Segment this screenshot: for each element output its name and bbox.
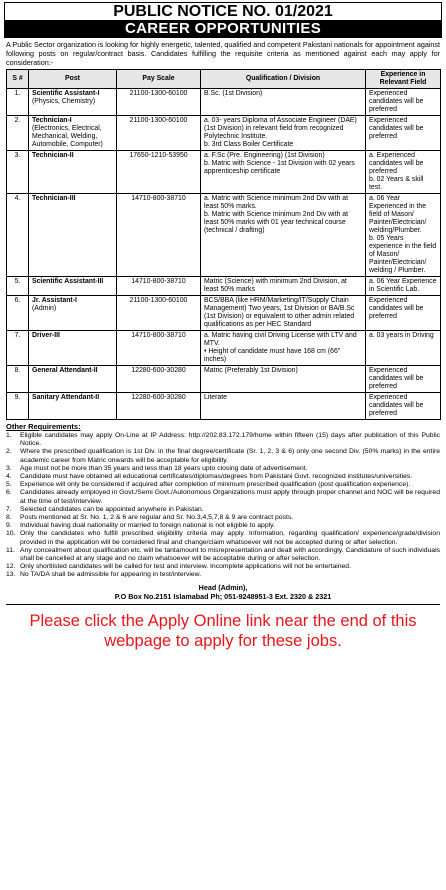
qualification-item: Literate (204, 394, 227, 401)
table-row (7, 151, 441, 194)
table-row (7, 366, 441, 393)
requirement-text: Any concealment about qualification etc. will be tantamount to misrepresentation and dealt with accordingly. Candidature of such individuals shall be cancelled at any stage and no claim whatsoever will be acceptable during or after selection. (20, 546, 440, 563)
row-pay-scale: 14710-800-38710 (117, 194, 201, 277)
list-item (6, 481, 440, 489)
jobs-table (6, 69, 441, 420)
requirement-text: Only shortlisted candidates will be called for test and interview. Incomplete applications will not be entertained. (20, 563, 351, 571)
row-qualification (201, 296, 366, 331)
post-name: Technician-I (32, 117, 72, 124)
row-sno: 1. (7, 89, 29, 116)
requirement-text: Age must not be more than 35 years and less than 18 years upto closing date of advertisement. (20, 464, 308, 472)
qualification-item: Matric (Science) with minimum 2nd Division, at least 50% marks (204, 278, 347, 293)
post-name: Technician-III (32, 195, 76, 202)
row-post (29, 277, 117, 296)
row-experience (366, 296, 441, 331)
row-sno: 6. (7, 296, 29, 331)
apply-online-note: Please click the Apply Online link near the end of this webpage to apply for these jobs. (29, 611, 417, 650)
qualification-item: a. Matric with Science minimum 2nd Div with at least 50% marks. (204, 195, 348, 210)
experience-item: b. 05 Years experience in the field of Mason/ Painter/Electrician/ welding / Plumber. (369, 235, 437, 274)
requirement-number: 13. (6, 571, 16, 579)
requirement-text: Experience will only be considered if acquired after completion of minimum prescribed qualification (post qualification experience). (20, 481, 411, 489)
row-pay-scale: 17650-1210-53950 (117, 151, 201, 194)
requirement-number: 6. (6, 489, 12, 497)
row-pay-scale: 21100-1300-60100 (117, 296, 201, 331)
qualification-item: • Height of candidate must have 168 cm (66" inches) (204, 348, 341, 363)
requirement-number: 11. (6, 546, 15, 554)
intro-paragraph: A Public Sector organization is looking for highly energetic, talented, qualified and competent Pakistani nationals for appointment against following posts on regular/contract basis. Candidates fulfilling the requisite criteria as mentioned against each may apply for consideration:- (6, 40, 440, 67)
requirement-number: 3. (6, 464, 12, 472)
qualification-item: BCS/BBA (like HRM/Marketing/IT/Supply Chain Management) Two years, 1st Division or BA/B.Sc (1st Division) or equivalent to other admin related qualifications as per HEC Standard (204, 297, 355, 328)
notice-page (0, 2, 446, 890)
qualification-item: b. 3rd Class Boiler Certificate (204, 141, 294, 148)
col-header-qualification: Qualification / Division (201, 70, 366, 89)
col-header-sno: S # (7, 70, 29, 89)
post-specialization: (Admin) (32, 305, 57, 312)
row-post (29, 296, 117, 331)
row-sno: 9. (7, 393, 29, 420)
row-pay-scale: 12280-600-30280 (117, 393, 201, 420)
row-qualification (201, 331, 366, 366)
table-row (7, 194, 441, 277)
experience-item: b. 02 Years & skill test. (369, 176, 424, 191)
list-item (6, 522, 440, 530)
experience-item: a. 06 Year Experienced in the field of Mason/ Painter/Electrician/ welding/Plumber. (369, 195, 427, 234)
row-sno: 8. (7, 366, 29, 393)
row-pay-scale: 14710-800-38710 (117, 331, 201, 366)
row-post (29, 393, 117, 420)
row-pay-scale: 14710-800-38710 (117, 277, 201, 296)
table-row (7, 393, 441, 420)
row-qualification (201, 116, 366, 151)
experience-item: Experienced candidates will be preferred (369, 117, 424, 140)
list-item (6, 432, 440, 448)
row-post (29, 366, 117, 393)
qualification-item: a. 03- years Diploma of Associate Engineer (DAE) (1st Division) in relevant field from recognized Polytechnic Institute. (204, 117, 357, 140)
qualification-item: B.Sc. (1st Division) (204, 90, 263, 97)
requirement-text: Posts mentioned at Sr. No. 1, 2 & 6 are regular and Sr. No.3,4,5,7,8 & 9 are contract posts. (20, 514, 294, 522)
row-experience (366, 116, 441, 151)
row-pay-scale: 21100-1300-60100 (117, 89, 201, 116)
qualification-item: a. F.Sc (Pre. Engineering) (1st Division) (204, 152, 325, 159)
requirement-text: Individual having dual nationality or married to foreign national is not eligible to apply. (20, 522, 275, 530)
post-specialization: (Physics, Chemistry) (32, 98, 96, 105)
requirement-text: Eligible candidates may apply On-Line at IP Address: http://202.83.172.179/home within fifteen (15) days after publication of this Public Notice. (20, 432, 440, 448)
post-name: Technician-II (32, 152, 74, 159)
requirements-list (6, 432, 440, 580)
list-item (6, 547, 440, 563)
row-qualification (201, 194, 366, 277)
divider (6, 604, 440, 605)
requirement-text: Where the prescribed qualification is 1st Div. in the final degree/certificate (Sr. 1, 2, 3 & 6) only one second Div. (50% marks) in the entire academic career from Matric onwards will be acceptable for eligibility. (20, 448, 440, 464)
row-experience (366, 194, 441, 277)
post-name: Sanitary Attendant-II (32, 394, 100, 401)
row-qualification (201, 151, 366, 194)
col-header-scale: Pay Scale (117, 70, 201, 89)
signature-address: P.O Box No.2151 Islamabad Ph; 051-9248951-3 Ext. 2320 & 2321 (114, 591, 332, 601)
qualification-item: b. Matric with Science minimum 2nd Div with at least 50% marks with 01 year technical course (technical / drafting) (204, 211, 348, 234)
experience-item: a. Experienced candidates will be preferred (369, 152, 424, 175)
list-item (6, 530, 440, 546)
experience-item: Experienced candidates will be preferred (369, 90, 424, 113)
row-sno: 2. (7, 116, 29, 151)
requirement-number: 1. (6, 432, 12, 439)
qualification-item: a. Matric having civil Driving License with LTV and MTV. (204, 332, 357, 347)
experience-item: a. 06 Year Experience in Scientific Lab. (369, 278, 437, 293)
requirement-number: 7. (6, 505, 12, 513)
list-item (6, 571, 440, 579)
requirement-number: 5. (6, 481, 12, 489)
post-name: Scientific Assistant-III (32, 278, 104, 285)
post-name: Driver-III (32, 332, 60, 339)
row-experience (366, 393, 441, 420)
list-item (6, 506, 440, 514)
row-pay-scale: 12280-600-30280 (117, 366, 201, 393)
requirement-text: Only the candidates who fulfill prescribed eligibility criteria may apply. Information, regarding qualification/ experience/grade/division provided in the application will be considered final and change/claim whatsoever will not be accepted during or after selection. (20, 530, 440, 546)
table-row (7, 277, 441, 296)
table-row (7, 89, 441, 116)
requirement-number: 2. (6, 448, 12, 456)
col-header-experience: Experience in Relevant Field (366, 70, 441, 89)
row-experience (366, 366, 441, 393)
post-name: General Attendant-II (32, 367, 98, 374)
table-row (7, 116, 441, 151)
signature-title: Head (Admin), (198, 582, 248, 592)
notice-subtitle: CAREER OPPORTUNITIES (5, 20, 441, 37)
row-experience (366, 151, 441, 194)
row-experience (366, 331, 441, 366)
row-post (29, 331, 117, 366)
row-sno: 7. (7, 331, 29, 366)
requirement-number: 4. (6, 473, 12, 481)
notice-title: PUBLIC NOTICE NO. 01/2021 (113, 3, 333, 20)
requirement-text: No TA/DA shall be admissible for appearing in test/interview. (20, 571, 202, 579)
row-sno: 4. (7, 194, 29, 277)
table-row (7, 296, 441, 331)
list-item (6, 448, 440, 464)
row-post (29, 116, 117, 151)
list-item (6, 563, 440, 571)
row-sno: 5. (7, 277, 29, 296)
experience-item: Experienced candidates will be preferred (369, 394, 424, 417)
row-pay-scale: 21100-1300-60100 (117, 116, 201, 151)
list-item (6, 465, 440, 473)
requirements-heading: Other Requirements: (6, 422, 81, 431)
row-qualification (201, 393, 366, 420)
row-experience (366, 89, 441, 116)
experience-item: Experienced candidates will be preferred (369, 297, 424, 320)
list-item (6, 473, 440, 481)
signature-block (0, 583, 446, 601)
requirement-text: Candidate must have obtained all educational certificates/diplomas/degrees from Pakistani Govt. recognized institutes/universities. (20, 473, 413, 481)
table-row (7, 331, 441, 366)
experience-item: Experienced candidates will be preferred (369, 367, 424, 390)
post-name: Jr. Assistant-I (32, 297, 77, 304)
qualification-item: Matric (Preferably 1st Division) (204, 367, 298, 374)
requirement-number: 10. (6, 530, 16, 538)
row-qualification (201, 277, 366, 296)
row-post (29, 89, 117, 116)
experience-item: a. 03 years in Driving (369, 332, 434, 339)
row-qualification (201, 89, 366, 116)
list-item (6, 489, 440, 505)
row-experience (366, 277, 441, 296)
jobs-table-body (7, 89, 441, 420)
requirement-number: 12. (6, 563, 16, 571)
post-specialization: (Electronics, Electrical, Mechanical, Welding, Automobile, Computer) (32, 125, 103, 148)
list-item (6, 514, 440, 522)
requirement-number: 8. (6, 514, 12, 522)
requirement-text: Selected candidates can be appointed anywhere in Pakistan. (20, 505, 204, 513)
col-header-post: Post (29, 70, 117, 89)
requirement-text: Candidates already employed in Govt./Semi Govt./Autonomous Organizations must apply through proper channel and NOC will be required at the time of test/interview. (20, 489, 440, 505)
row-post (29, 151, 117, 194)
table-header-row (7, 70, 441, 89)
row-post (29, 194, 117, 277)
qualification-item: b. Matric with Science - 1st Division with 02 years apprenticeship certificate (204, 160, 355, 175)
row-sno: 3. (7, 151, 29, 194)
row-qualification (201, 366, 366, 393)
post-name: Scientific Assistant-I (32, 90, 100, 97)
requirement-number: 9. (6, 522, 12, 530)
notice-header (4, 2, 442, 38)
